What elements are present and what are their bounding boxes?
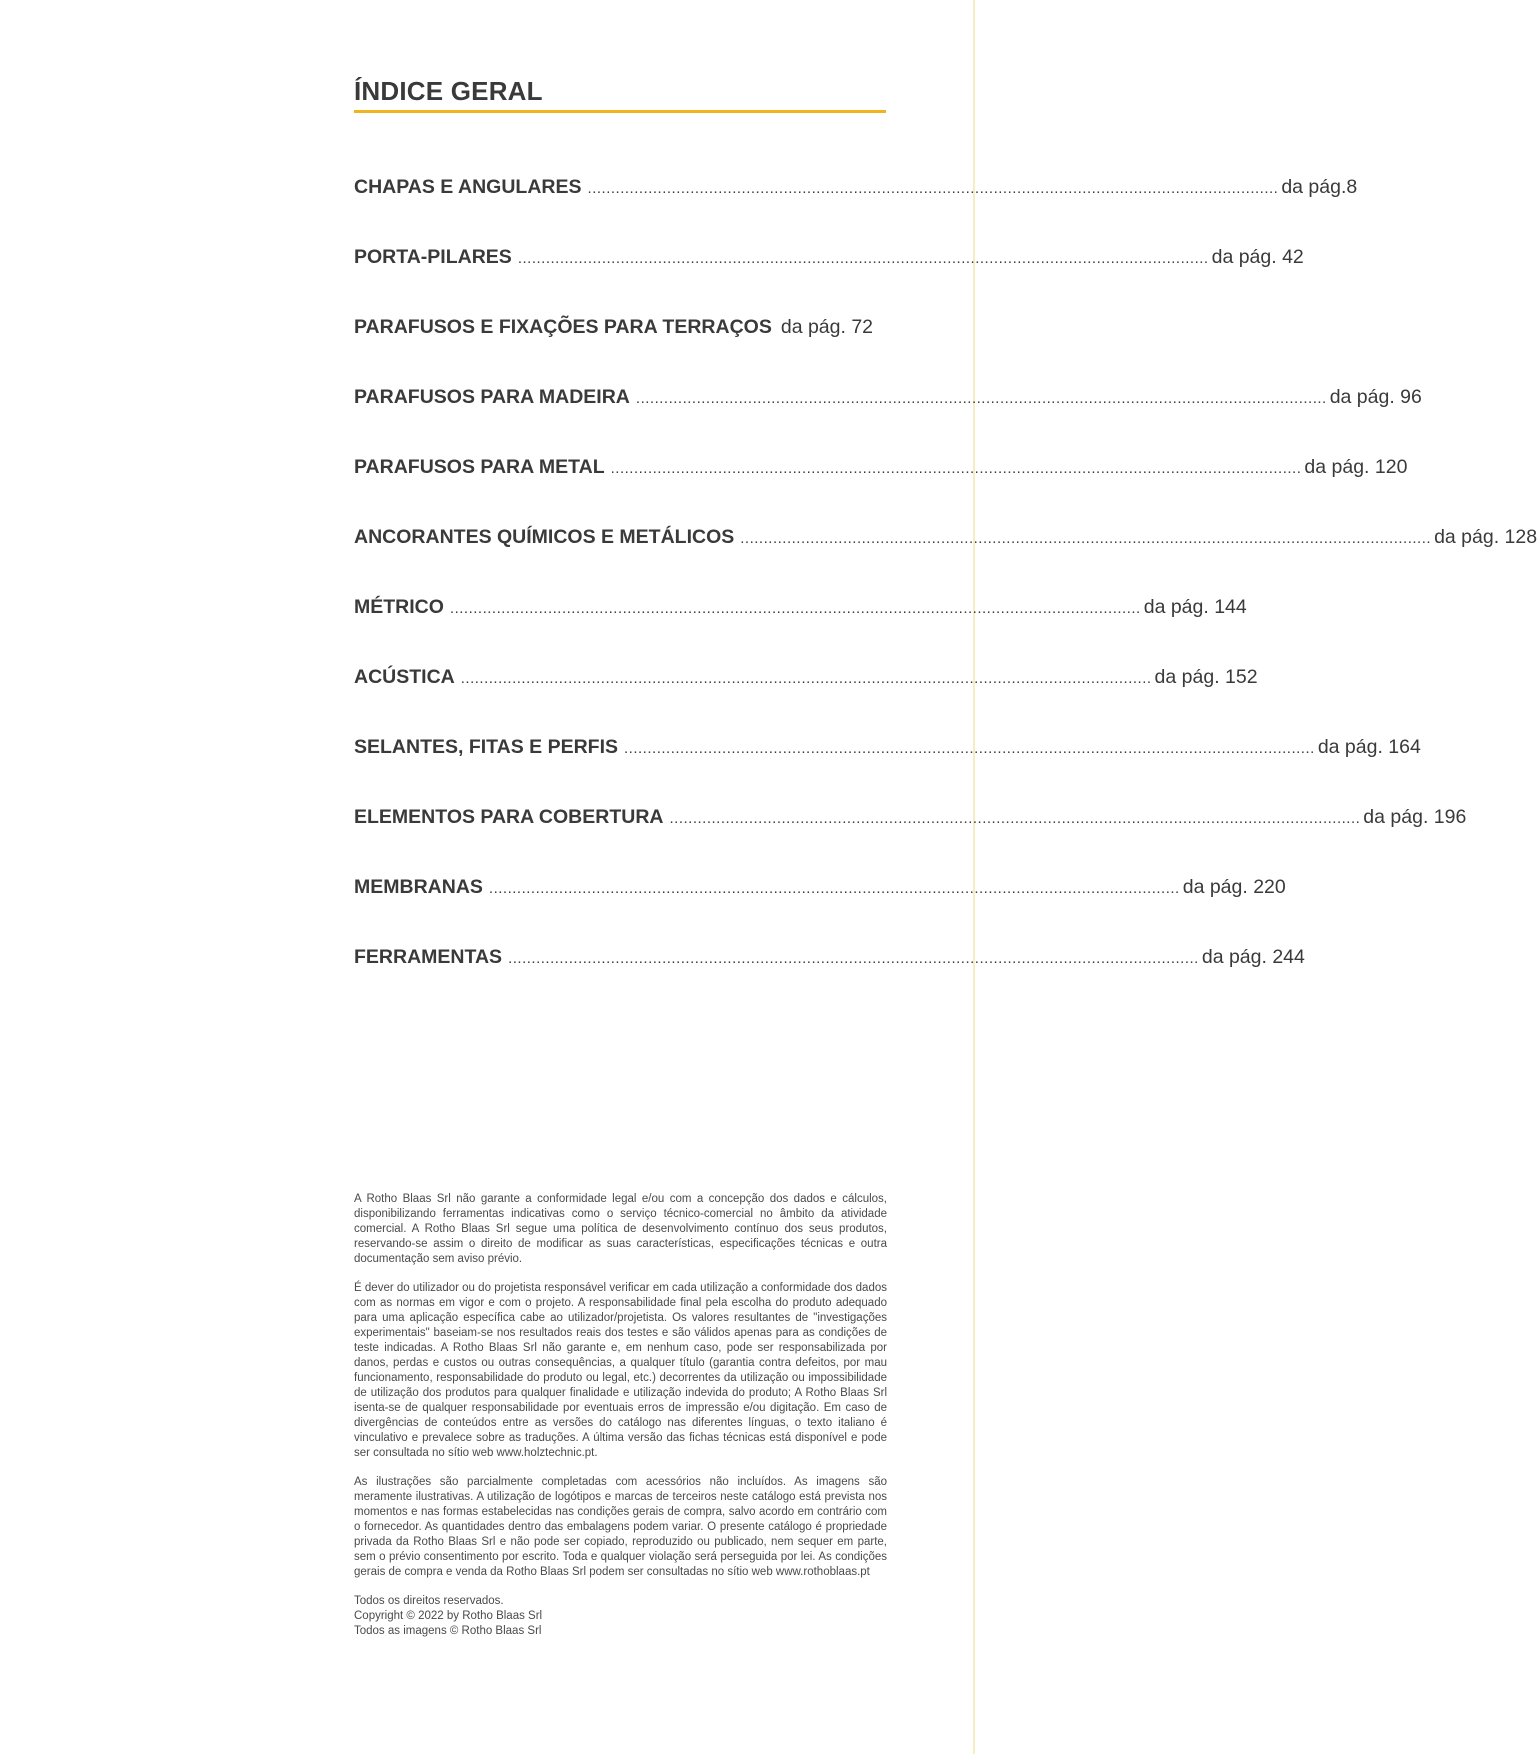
toc-entry-page: da pág. 72 [780, 316, 874, 338]
toc-entry[interactable] [354, 316, 872, 346]
disclaimer-paragraph: A Rotho Blaas Srl não garante a conformidade legal e/ou com a concepção dos dados e cálculos, disponibilizando ferramentas indicativas como o serviço técnico-comercial no âmbito da atividade comercial. A Rotho Blaas Srl segue uma política de desenvolvimento contínuo dos seus produtos, reservando-se assim o direito de modificar as suas características, especificações técnicas e outra documentação sem aviso prévio. [354, 1193, 887, 1265]
responsibility-paragraph: É dever do utilizador ou do projetista responsável verificar em cada utilização a conformidade dos dados com as normas em vigor e com o projeto. A responsabilidade final pela escolha do produto adequado para uma aplicação específica cabe ao utilizador/projetista. Os valores resultantes de "investigações experimentais" baseiam-se nos resultados reais dos testes e são válidos apenas para as condições de teste indicadas. A Rotho Blaas Srl não garante e, em nenhum caso, pode ser responsabilizada por danos, perdas e custos ou outras consequências, a qualquer título (garantia contra defeitos, por mau funcionamento, responsabilidade do produto ou legal, etc.) decorrentes da utilização ou impossibilidade de utilização dos produtos para qualquer finalidade e utilização indevida do produto; A Rotho Blaas Srl isenta-se de qualquer responsabilidade por eventuais erros de impressão e/ou digitação. Em caso de divergências de conteúdos entre as versões do catálogo nas diferentes línguas, o texto italiano é vinculativo e prevalece sobre as traduções. A última versão das fichas técnicas está disponível e pode ser consultada no sítio web www.holztechnic.pt. [354, 1282, 887, 1459]
toc-entry-title: PARAFUSOS E FIXAÇÕES PARA TERRAÇOS [354, 316, 772, 338]
toc-leader-dots: .................................................................................................................................................... [740, 530, 1432, 547]
toc-entry-title: MÉTRICO [354, 596, 444, 618]
toc-entry-page: da pág. 128 [1434, 526, 1537, 548]
toc-entry[interactable] [354, 456, 1408, 486]
toc-leader-dots: .................................................................................................................................................... [624, 740, 1315, 757]
toc-entry[interactable] [354, 736, 1421, 766]
toc-leader-dots: .................................................................................................................................................... [449, 600, 1141, 617]
toc-entry-title: PORTA-PILARES [354, 246, 512, 268]
copyright-block [354, 1594, 887, 1639]
toc-entry[interactable] [354, 596, 1247, 626]
toc-entry-page: da pág. 96 [1329, 386, 1422, 408]
toc-entry-title: SELANTES, FITAS E PERFIS [354, 736, 619, 758]
toc-entry[interactable] [354, 946, 1305, 976]
toc-entry[interactable] [354, 666, 1258, 696]
toc-entry-page: da pág. 244 [1201, 946, 1305, 968]
images-trademarks-paragraph: As ilustrações são parcialmente completadas com acessórios não incluídos. As imagens são meramente ilustrativas. A utilização de logótipos e marcas de terceiros neste catálogo está prevista nos momentos e nas formas estabelecidas nas condições gerais de compra, salvo acordo em contrário com o fornecedor. As quantidades dentro das embalagens podem variar. O presente catálogo é propriedade privada da Rotho Blaas Srl e não pode ser copiado, reproduzido ou publicado, nem sequer em parte, sem o prévio consentimento por escrito. Toda e qualquer violação será perseguida por lei. As condições gerais de compra e venda da Rotho Blaas Srl podem ser consultadas no sítio web www.rothoblaas.pt [354, 1476, 887, 1578]
toc-leader-dots: .................................................................................................................................................... [460, 670, 1152, 687]
toc-entry-page: da pág. 152 [1154, 666, 1258, 688]
toc-leader-dots: .................................................................................................................................................... [669, 810, 1361, 827]
toc-entry[interactable] [354, 806, 1467, 836]
title-underline [354, 110, 886, 113]
copyright-notice: Copyright © 2022 by Rotho Blaas Srl [354, 1610, 543, 1622]
toc-entry-title: PARAFUSOS PARA MADEIRA [354, 386, 630, 408]
toc-leader-dots: .................................................................................................................................................... [610, 460, 1302, 477]
toc-leader-dots: .................................................................................................................................................... [508, 950, 1199, 967]
toc-entry-title: ACÚSTICA [354, 666, 455, 688]
toc-entry-page: da pág. 164 [1317, 736, 1421, 758]
toc-entry[interactable] [354, 176, 1358, 206]
legal-disclaimer [354, 1192, 887, 1653]
toc-entry-page: da pág. 196 [1363, 806, 1467, 828]
toc-entry[interactable] [354, 246, 1304, 276]
toc-leader-dots: .................................................................................................................................................... [635, 390, 1327, 407]
toc-leader-dots: .................................................................................................................................................... [587, 180, 1279, 197]
toc-entry-title: PARAFUSOS PARA METAL [354, 456, 605, 478]
toc-entry-page: da pág. 144 [1143, 596, 1247, 618]
toc-entry[interactable] [354, 386, 1422, 416]
toc-entry-page: da pág. 220 [1182, 876, 1286, 898]
toc-entry-title: MEMBRANAS [354, 876, 483, 898]
rights-reserved: Todos os direitos reservados. [354, 1595, 504, 1607]
toc-entry-page: da pág. 42 [1211, 246, 1304, 268]
toc-entry-title: ANCORANTES QUÍMICOS E METÁLICOS [354, 526, 735, 548]
toc-entry-title: FERRAMENTAS [354, 946, 503, 968]
toc-leader-dots: .................................................................................................................................................... [517, 250, 1209, 267]
page-title: ÍNDICE GERAL [354, 76, 543, 106]
toc-entry[interactable] [354, 876, 1286, 906]
toc-entry-title: CHAPAS E ANGULARES [354, 176, 582, 198]
toc-entry-page: da pág. 120 [1304, 456, 1408, 478]
toc-leader-dots: .................................................................................................................................................... [488, 880, 1180, 897]
toc-entry-page: da pág.8 [1281, 176, 1358, 198]
toc-entry-title: ELEMENTOS PARA COBERTURA [354, 806, 664, 828]
images-copyright: Todos as imagens © Rotho Blaas Srl [354, 1625, 542, 1637]
toc-entry[interactable] [354, 526, 1537, 556]
